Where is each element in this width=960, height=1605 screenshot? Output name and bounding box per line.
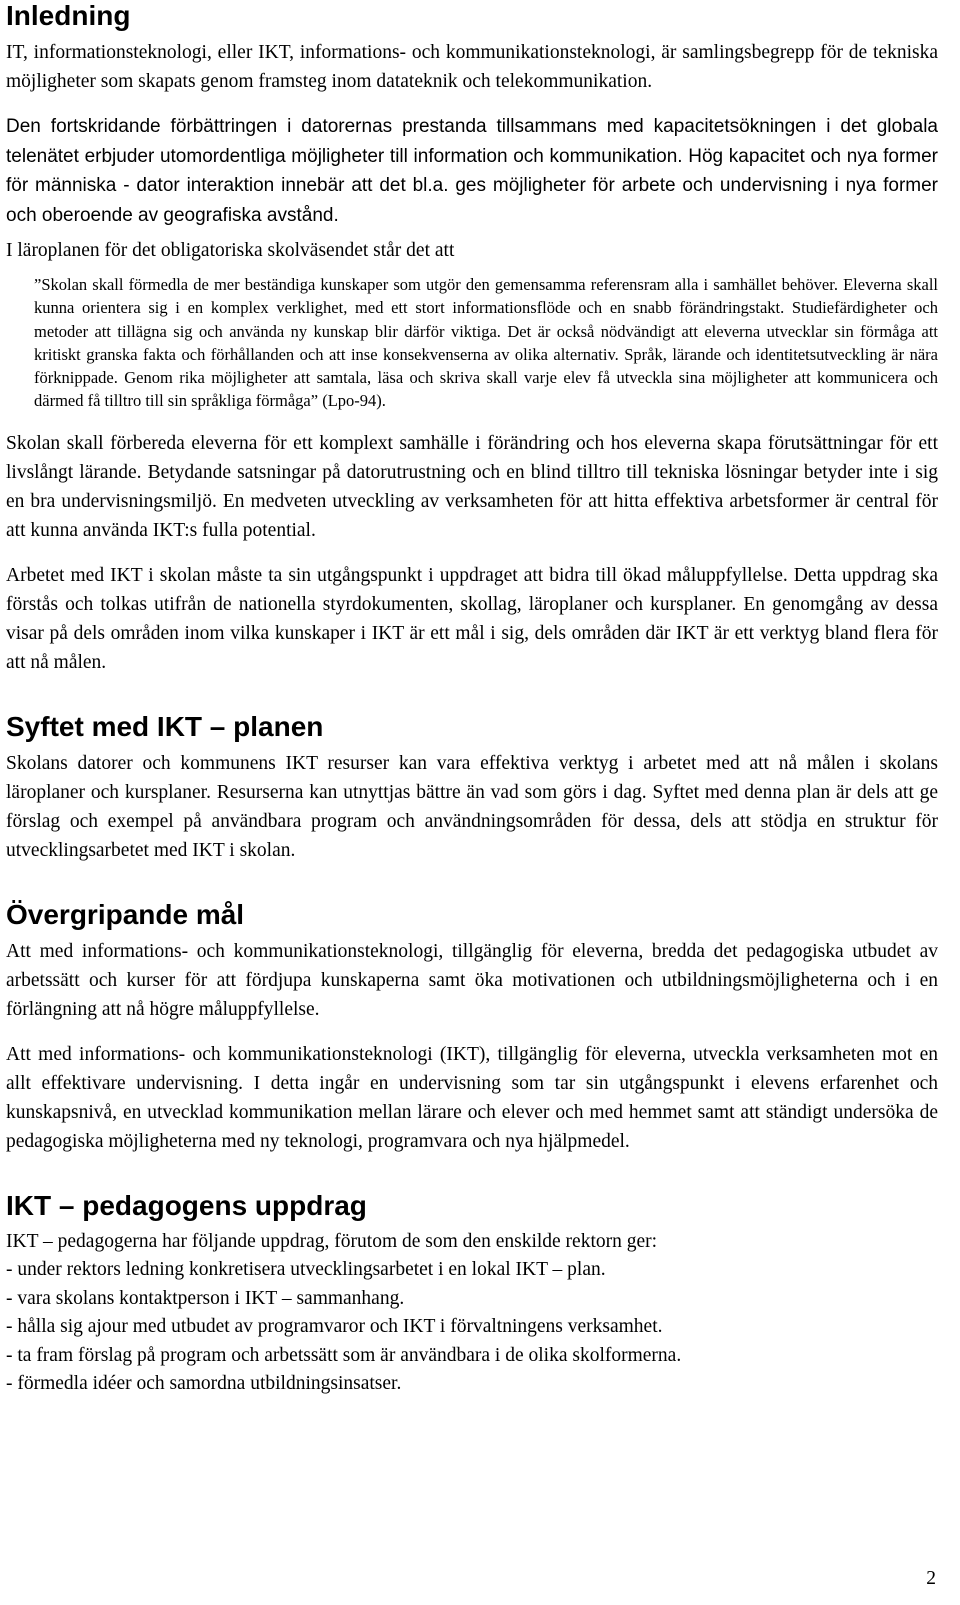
heading-inledning: Inledning	[6, 0, 131, 31]
inledning-paragraph-5: Arbetet med IKT i skolan måste ta sin utgångspunkt i uppdraget att bidra till ökad måluppfyllelse. Detta uppdrag ska förstås och tolkas utifrån de nationella styrdokumenten, skollag, läroplaner och kursplaner. En genomgång av dessa visar på dels områden inom vilka kunskaper i IKT är ett mål i sig, dels områden där IKT är ett verktyg bland flera för att nå målen.	[6, 564, 938, 673]
inledning-paragraph-1: IT, informationsteknologi, eller IKT, informations- och kommunikationsteknologi, är samlingsbegrepp för de tekniska möjligheter som skapats genom framsteg inom datateknik och telekommunikation.	[6, 42, 938, 92]
list-item: - under rektors ledning konkretisera utvecklingsarbetet i en lokal IKT – plan.	[6, 1259, 606, 1281]
heading-syftet: Syftet med IKT – planen	[6, 710, 324, 742]
pedagog-task-list	[6, 1228, 938, 1399]
list-item: - förmedla idéer och samordna utbildningsinsatser.	[6, 1373, 402, 1395]
list-item: - hålla sig ajour med utbudet av programvaror och IKT i förvaltningens verksamhet.	[6, 1316, 663, 1338]
inledning-paragraph-3: I läroplanen för det obligatoriska skolväsendet står det att	[6, 240, 455, 261]
document-page	[6, 0, 938, 1399]
pedagog-intro: IKT – pedagogerna har följande uppdrag, förutom de som den enskilde rektorn ger:	[6, 1230, 658, 1252]
list-item: - vara skolans kontaktperson i IKT – sammanhang.	[6, 1287, 405, 1309]
curriculum-quote: ”Skolan skall förmedla de mer beständiga kunskaper som utgör den gemensamma referensram alla i samhället behöver. Eleverna skall kunna orientera sig i en komplex verklighet, med ett stort informationsflöde och en snabb förändringstakt. Studiefärdigheter och metoder att tillägna sig och använda ny kunskap blir därför viktiga. Det är också nödvändigt att eleverna utvecklar sin förmåga att kritiskt granska fakta och förhållanden och att inse konsekvenserna av olika alternativ. Språk, lärande och identitetsutveckling är nära förknippade. Genom rika möjligheter att samtala, läsa och skriva skall varje elev få utveckla sina möjligheter att kommunicera och därmed få tilltro till sin språkliga förmåga” (Lpo-94).	[34, 275, 938, 411]
list-item: - ta fram förslag på program och arbetssätt som är användbara i de olika skolformerna.	[6, 1344, 682, 1366]
page-number: 2	[926, 1568, 936, 1589]
inledning-paragraph-4: Skolan skall förbereda eleverna för ett komplext samhälle i förändring och hos eleverna skapa förutsättningar för ett livslångt lärande. Betydande satsningar på datorutrustning och en blind tilltro till tekniska lösningar betyder inte i sig en bra undervisningsmiljö. En medveten utveckling av verksamheten för att hitta effektiva arbetsformer är central för att kunna använda IKT:s fulla potential.	[6, 432, 938, 541]
overgripande-paragraph-1: Att med informations- och kommunikationsteknologi, tillgänglig för eleverna, bredda det pedagogiska utbudet av arbetssätt och kurser för att fördjupa kunskaperna samt öka motivationen och utbildningsmöjligheterna och i en förlängning att nå högre måluppfyllelse.	[6, 940, 938, 1020]
inledning-paragraph-2: Den fortskridande förbättringen i datorernas prestanda tillsammans med kapacitetsökningen i det globala telenätet erbjuder utomordentliga möjligheter till information och kommunikation. Hög kapacitet och nya former för människa - dator interaktion innebär att det bl.a. ges möjligheter för arbete och undervisning i nya former och oberoende av geografiska avstånd.	[6, 116, 938, 226]
overgripande-paragraph-2: Att med informations- och kommunikationsteknologi (IKT), tillgänglig för eleverna, utveckla verksamheten mot en allt effektivare undervisning. I detta ingår en undervisning som tar sin utgångspunkt i elevens erfarenhet och kunskapsnivå, en utvecklad kommunikation mellan lärare och elever och med hemmet samt att ständigt undersöka de pedagogiska möjligheterna med ny teknologi, programvara och nya hjälpmedel.	[6, 1043, 938, 1152]
heading-overgripande: Övergripande mål	[6, 898, 245, 930]
heading-pedagog: IKT – pedagogens uppdrag	[6, 1189, 367, 1221]
syftet-paragraph-1: Skolans datorer och kommunens IKT resurser kan vara effektiva verktyg i arbetet med att nå målen i skolans läroplaner och kursplaner. Resurserna kan utnyttjas bättre än vad som görs i dag. Syftet med denna plan är dels att ge förslag och exempel på användbara program och användningsområden för dessa, dels att stödja en struktur för utvecklingsarbetet med IKT i skolan.	[6, 752, 938, 861]
